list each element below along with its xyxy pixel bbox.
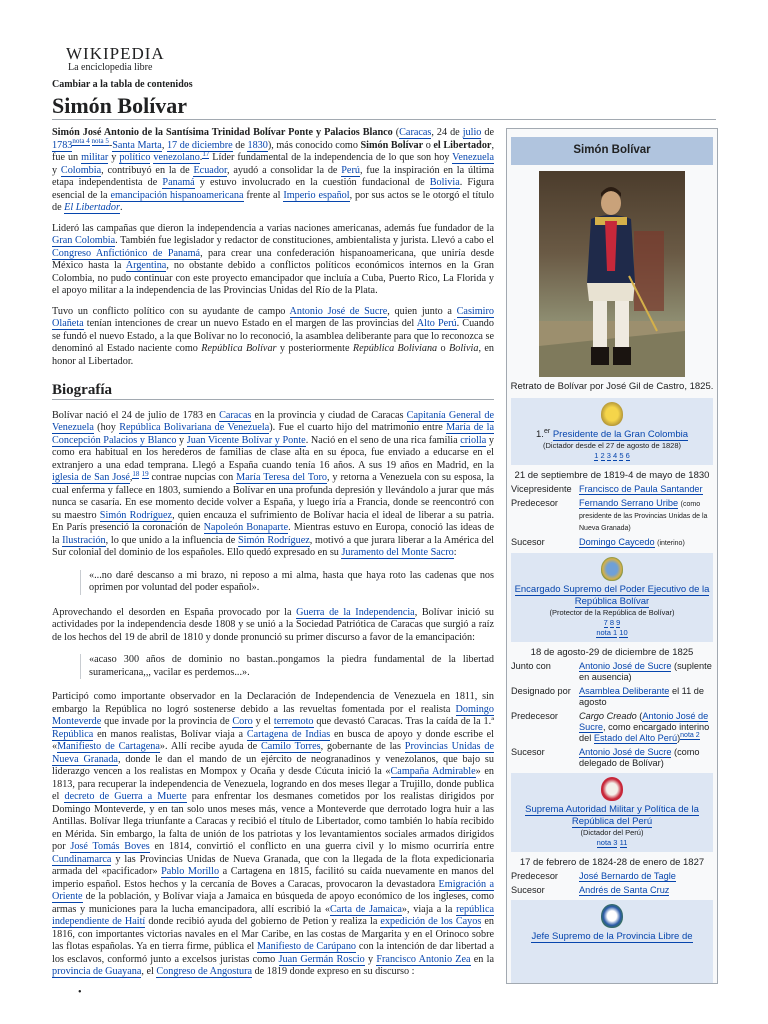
article-link[interactable]: Simón Rodríguez	[99, 509, 173, 521]
infobox-row-value	[579, 484, 713, 495]
infobox-image-caption: Retrato de Bolívar por José Gil de Castro, 1825.	[510, 381, 714, 392]
article-link[interactable]: República Bolivariana de Venezuela	[119, 422, 270, 433]
infobox-link[interactable]: Francisco de Paula Santander	[579, 484, 703, 494]
office-title[interactable]	[513, 804, 711, 828]
infobox-row-value: Antonio José de Sucre (como delegado de Bolívar)	[579, 747, 700, 768]
article-link[interactable]: Bolivia	[429, 177, 460, 188]
article-link[interactable]: político	[119, 152, 151, 163]
article-link[interactable]: Caracas	[399, 127, 432, 138]
infobox-row-label: Sucesor	[511, 885, 545, 895]
article-link[interactable]: terremoto	[273, 716, 314, 727]
infobox-link[interactable]: nota 2	[680, 731, 700, 739]
infobox-row-value: Antonio José de Sucre (suplente en ausencia)	[579, 661, 712, 682]
office-header	[511, 553, 713, 642]
wikipedia-tagline: La enciclopedia libre	[68, 62, 153, 73]
infobox-row-label: Predecesor	[511, 711, 558, 721]
infobox-row-value: Asamblea Deliberante el 11 de agosto	[579, 686, 704, 707]
office-rows	[507, 661, 717, 769]
infobox-link[interactable]: Andrés de Santa Cruz	[579, 885, 670, 895]
article-link[interactable]: Juramento del Monte Sacro	[341, 547, 454, 558]
infobox-row-value: Cargo Creado (Antonio José de Sucre, como encargado interino del Estado del Alto Perú)$^{nota 2}$	[579, 711, 710, 743]
infobox-row	[511, 871, 713, 882]
article-link[interactable]: Campaña Admirable	[390, 766, 476, 777]
infobox-link[interactable]: Fernando Serrano Uribe	[579, 498, 679, 508]
article-link[interactable]: Camilo Torres	[261, 741, 321, 752]
article-link[interactable]: venezolano	[153, 152, 200, 163]
article-link[interactable]: 4	[613, 451, 618, 460]
article-link[interactable]: Gran Colombia	[52, 235, 116, 246]
infobox-link[interactable]: Estado del Alto Perú	[593, 733, 678, 743]
venezuela-emblem-icon	[601, 904, 623, 928]
office-notes[interactable]	[513, 451, 711, 461]
article-link[interactable]: María de la Concepción Palacios y Blanco	[52, 422, 494, 446]
article-link[interactable]: Ecuador	[193, 164, 227, 176]
office-rows	[507, 871, 717, 896]
article-link[interactable]: militar	[81, 152, 109, 163]
wikipedia-wordmark: WIKIPEDIA	[66, 44, 165, 63]
article-link[interactable]: 19	[141, 469, 149, 478]
infobox-row-value: Domingo Caycedo (interino)	[579, 537, 685, 547]
article-link[interactable]: decreto de Guerra a Muerte	[64, 791, 187, 802]
article-link[interactable]: 5	[619, 451, 624, 460]
infobox-link[interactable]: José Bernardo de Tagle	[579, 871, 676, 881]
article-link[interactable]: Manifiesto de Cartagena	[57, 741, 160, 752]
article-link[interactable]: Domingo Monteverde	[52, 703, 494, 727]
infobox-row	[511, 484, 713, 495]
article-link[interactable]: Guerra de la Independencia	[296, 606, 415, 618]
biografia-paragraph-2: Aprovechando el desorden en España provocado por la Guerra de la Independencia, Bolívar inició su actividades por la independencia desde 1808 y se unió a la Sociedad Patriótica de Caracas que surgió a raíz de los hechos del 19 de abril de 1810 y donde pronunció su primer discurso a favor de la emancipación:	[52, 606, 494, 643]
colombia-emblem-icon	[601, 402, 623, 426]
infobox-row	[511, 661, 713, 683]
infobox-link[interactable]: Antonio José de Sucre	[579, 661, 672, 671]
article-link[interactable]: 10	[619, 628, 628, 637]
infobox-link[interactable]: Asamblea Deliberante	[579, 686, 670, 696]
article-link[interactable]: María Teresa del Toro	[236, 472, 327, 483]
article-link[interactable]: 18	[132, 469, 140, 478]
page-title: Simón Bolívar	[52, 93, 188, 118]
article-link[interactable]: Colombia	[60, 164, 102, 176]
article-link[interactable]: expedición de los Cayos	[380, 916, 482, 927]
article-link[interactable]: Juan Vicente Bolívar y Ponte	[186, 434, 306, 446]
office-header	[511, 900, 713, 983]
portrait-illustration	[539, 171, 685, 377]
article-link[interactable]: 6	[625, 451, 630, 460]
article-link[interactable]: Capitanía General de Venezuela	[52, 409, 494, 433]
infobox-title: Simón Bolívar	[511, 137, 713, 165]
blockquote-1: «...no daré descanso a mi brazo, ni reposo a mi alma, hasta que haya roto las cadenas que nos oprimen por voluntad del poder español».	[80, 570, 494, 595]
article-link[interactable]: nota 3	[596, 838, 618, 847]
office-dates: 18 de agosto-29 de diciembre de 1825	[530, 647, 694, 658]
article-link[interactable]: 1	[594, 451, 599, 460]
office-notes[interactable]	[513, 618, 711, 638]
office-notes[interactable]	[513, 838, 711, 848]
infobox-row-label: Sucesor	[511, 537, 545, 547]
intro-paragraph-2: Lideró las campañas que dieron la independencia a varias naciones americanas, además fue fundador de la Gran Colombia. También fue legislador y redactor de constituciones, ambientalista y jurista. Llevó a cabo el Congreso Anfictiónico de Panamá, para crear una confederación hispanoamericana, que uniría desde México hasta la Argentina, no obstante debido a conflictos políticos económicos internos en la Gran Colombia, no pudo continuar con este proyecto emancipador que incluía a Cuba, Puerto Rico, La Florida y el apoyo militar a la independencia de las Provincias Unidas del Río de la Plata.	[52, 222, 495, 296]
infobox-link[interactable]: Domingo Caycedo	[579, 537, 655, 547]
article-link[interactable]: 7	[603, 618, 608, 627]
article-link[interactable]: 8	[609, 618, 615, 627]
article-link[interactable]: Perú	[341, 164, 360, 176]
article-link[interactable]: Emigración a Oriente	[52, 878, 494, 902]
infobox-row-value	[579, 885, 713, 896]
article-link[interactable]: nota 5	[91, 137, 109, 146]
office-header	[511, 398, 713, 465]
article-link[interactable]: emancipación hispanoamericana	[110, 189, 244, 201]
article-link[interactable]: Casimiro Olañeta	[52, 305, 494, 329]
article-link[interactable]: Napoleón Bonaparte	[203, 522, 289, 533]
article-link[interactable]: 17 de diciembre	[166, 139, 233, 151]
article-link[interactable]: Santa Marta	[112, 139, 162, 151]
infobox-row	[511, 711, 713, 744]
article-link[interactable]: Carta de Jamaica	[329, 903, 402, 915]
article-link[interactable]: nota 1	[596, 628, 618, 637]
article-link[interactable]: Cartagena de Indias	[246, 728, 331, 740]
list-bullet: •	[78, 986, 82, 998]
biografia-paragraph-3: Participó como importante observador en la Declaración de Independencia de Venezuela en 1811, sin embargo la República no logró sostenerse debido a las revueltas fomentada por el realista Domingo Monteverde que invade por la provincia de Coro y el terremoto que devastó Caracas. Tras la caída de la 1.ª República en manos realistas, Bolívar viaja a Cartagena de Indias en busca de apoyo y donde escribe el «Manifiesto de Cartagena». Allí recibe ayuda de Camilo Torres, gobernante de las Provincias Unidas de Nueva Granada, donde le dan el mando de un ejército de neogranadinos y venezolanos, que bajo su liderazgo vencen a los realistas en Mompox y Ocaña y desde Cúcuta inició la «Campaña Admirable» en 1813, para recuperar la independencia de Venezuela, logrando en dos meses llegar a Trujillo, donde publica el decreto de Guerra a Muerte para enfrentar los desmanes cometidos por los realistas dirigidos por Domingo Monteverde, y en tan solo unos meses más, vence a Monteverde que derrotado logra huir a las Antillas. Bolívar llega triunfante a Caracas y recibió el título de Libertador, como también lo había recibido en Mérida. Sin embargo, la falta de unión de los patriotas y los levantamientos sociales armados dirigidos por José Tomás Boves en 1814, convirtió el conflicto en una guerra civil y lo mismo ocurriría entre Cundinamarca y las Provincias Unidas de Nueva Granada, que con la llegada de la flota expedicionaria armada del «pacificador» Pablo Morillo a Cartagena en 1815, facilitó su caída nuevamente en manos del imperio español. Estos hechos y la cercanía de Boves a Caracas, provocaron la devastadora Emigración a Oriente de la población, y Bolívar viaja a Jamaica en búsqueda de apoyo económico de los ingleses, como armas y municiones para la lucha emancipadora, allí escribió la «Carta de Jamaica», viaja a la república independiente de Haití donde recibió ayuda del gobierno de Petion y realiza la expedición de los Cayos en 1816, con importantes victorias navales en el Mar Caribe, en las costas de Margarita y en el Orinoco sobre las flotas españolas. Ya en tierra firme, pública el Manifiesto de Carúpano con la intención de dar libertad a los esclavos, conformó junto a excelsos juristas como Juan Germán Roscio y Francisco Antonio Zea en la provincia de Guayana, el Congreso de Angostura de 1819 donde expreso en su discurso :	[52, 691, 495, 977]
infobox	[506, 128, 718, 984]
office-dates: 17 de febrero de 1824-28 de enero de 1827	[519, 857, 705, 868]
portrait-image[interactable]	[539, 171, 685, 377]
article-link[interactable]: provincia de Guayana	[52, 966, 142, 977]
article-link[interactable]: Provincias Unidas de Nueva Granada	[52, 741, 495, 765]
intro-paragraph-1: Simón José Antonio de la Santísima Trinidad Bolívar Ponte y Palacios Blanco (Caracas, 24 de julio de $1783^{nota 4 nota 5}$-Santa Marta, 17 de diciembre de 1830), más conocido como Simón Bolívar o el Libertador, fue un militar y político venezolano.$^{17}$ Líder fundamental de la independencia de lo que son hoy Venezuela y Colombia, contribuyó en la de Ecuador, ayudó a consolidar la de Perú, fue la inspiración en la última etapa independentista de Panamá y estuvo involucrado en la cuestión fundacional de Bolivia. Figura esencial de la emancipación hispanoamericana frente al Imperio español, por sus actos se le otorgó el título de El Libertador.	[52, 127, 495, 213]
article-body	[52, 127, 494, 999]
section-heading-biografia: Biografía	[52, 384, 494, 400]
article-link[interactable]: iglesia de San José	[52, 472, 130, 483]
infobox-row-value: Fernando Serrano Uribe (como presidente de las Provincias Unidas de la Nueva Granada)	[579, 498, 708, 532]
infobox-row-label: Vicepresidente	[511, 484, 572, 494]
title-divider	[52, 119, 716, 120]
article-link[interactable]: Venezuela	[452, 152, 495, 163]
article-link[interactable]: Francisco Antonio Zea	[376, 953, 471, 965]
office-subtitle: (Dictador del Perú)	[580, 828, 644, 837]
blockquote-2: «acaso 300 años de dominio no bastan..pongamos la piedra fundamental de la libertad suramericana,,, vacilar es perdemos...».	[80, 654, 494, 679]
article-link[interactable]: Imperio español	[283, 189, 350, 201]
infobox-row-label: Predecesor	[511, 871, 558, 881]
toc-toggle-button[interactable]: Cambiar a la tabla de contenidos	[52, 79, 193, 90]
article-link[interactable]: República	[52, 728, 94, 740]
site-header	[52, 44, 252, 90]
article-link[interactable]: Coro	[232, 716, 253, 727]
infobox-row	[511, 686, 713, 708]
infobox-row	[511, 537, 713, 549]
article-link[interactable]: Pablo Morillo	[161, 866, 220, 877]
office-subtitle: (Protector de la República de Bolívar)	[549, 608, 675, 617]
article-link[interactable]: Congreso Anfictiónico de Panamá	[52, 247, 201, 259]
biografia-paragraph-1: Bolívar nació el 24 de julio de 1783 en Caracas en la provincia y ciudad de Caracas Capitanía General de Venezuela (hoy República Bolivariana de Venezuela). Fue el cuarto hijo del matrimonio entre María de la Concepción Palacios y Blanco y Juan Vicente Bolívar y Ponte. Nació en el seno de una rica familia criolla y como era habitual en los herederos de familias de clase alta en su época, fue enviado a educarse en el extranjero a una edad temprana. Llegó a España cuando tenía 16 años. A sus 19 años en Madrid, en la iglesia de San José,$^{18 19}$ contrae nupcias con María Teresa del Toro, y retorna a Venezuela con su esposa, la cual enferma y fallece en 1803, sumiendo a Bolívar en una profunda depresión y llevándolo a jurar que más nunca se casaría. En ese momento decide volver a España, y luego iría a Francia, donde se reencontró con su maestro Simón Rodríguez, quien encauza el sufrimiento de Bolívar hacia el ideal de liberar a su patria. En París presenció la coronación de Napoleón Bonaparte. Mientras estuvo en Europa, conoció las ideas de la Ilustración, lo que unido a la influencia de Simón Rodríguez, motivó a que jurara liberar a la América del Sur colonial del dominio de los españoles. Ello quedó expresado en su Juramento del Monte Sacro:	[52, 409, 495, 558]
article-link[interactable]: El Libertador	[64, 202, 120, 213]
article-link[interactable]: Congreso de Angostura	[156, 966, 253, 977]
article-link[interactable]: Presidente de la Gran Colombia	[552, 429, 688, 440]
infobox-link[interactable]: Antonio José de Sucre	[579, 747, 672, 757]
office-rows	[507, 484, 717, 549]
infobox-link[interactable]: Antonio José de Sucre	[579, 711, 709, 732]
article-link[interactable]: Suprema Autoridad Militar y Política de la República del Perú	[525, 804, 699, 827]
peru-emblem-icon	[601, 777, 623, 801]
article-link[interactable]: Caracas	[219, 409, 252, 421]
infobox-row	[511, 498, 713, 534]
article-link[interactable]: Argentina	[125, 260, 167, 271]
office-title[interactable]	[513, 931, 711, 943]
article-link[interactable]: 2	[600, 451, 605, 460]
article-link[interactable]: 1830	[247, 139, 268, 151]
article-link[interactable]: Alto Perú	[416, 318, 457, 329]
article-link[interactable]: Manifiesto de Carúpano	[257, 941, 357, 952]
article-link[interactable]: Ilustración	[62, 534, 106, 546]
article-link[interactable]: 1783	[52, 139, 73, 151]
infobox-row-label: Designado por	[511, 686, 571, 696]
intro-paragraph-3: Tuvo un conflicto político con su ayudante de campo Antonio José de Sucre, quien junto a Casimiro Olañeta tenían intenciones de crear un nuevo Estado en el margen de las provincias del Alto Perú. Cuando se fundó el nuevo Estado, a la que Bolívar no lo reconoció, la asamblea deliberante para que lo reconozca se denominó al Estado naciente como República Bolívar y posteriormente República Boliviana o Bolivia, en honor al Libertador.	[52, 305, 494, 367]
article-link[interactable]: nota 4	[72, 137, 90, 146]
article-link[interactable]: Encargado Supremo del Poder Ejecutivo de la República Bolívar	[514, 584, 710, 607]
office-header	[511, 773, 713, 852]
infobox-row	[511, 747, 713, 769]
article-link[interactable]: 3	[606, 451, 611, 460]
article-link[interactable]: Cundinamarca	[52, 853, 112, 865]
article-link[interactable]: julio	[462, 127, 482, 138]
infobox-row-label: Sucesor	[511, 747, 545, 757]
infobox-row	[511, 885, 713, 896]
article-link[interactable]: Panamá	[162, 177, 195, 188]
infobox-row-label: Junto con	[511, 661, 551, 671]
article-link[interactable]: república independiente de Haití	[52, 903, 495, 927]
article-link[interactable]: Simón Rodríguez	[238, 534, 310, 546]
office-dates: 21 de septiembre de 1819-4 de mayo de 1830	[514, 470, 710, 481]
wikipedia-logo[interactable]	[52, 44, 252, 73]
article-link[interactable]: 9	[616, 618, 621, 627]
bolivia-emblem-icon	[601, 557, 623, 581]
article-link[interactable]: criolla	[460, 434, 487, 446]
article-link[interactable]: José Tomás Boves	[70, 841, 150, 852]
article-link[interactable]: Antonio José de Sucre	[289, 305, 388, 317]
article-link[interactable]: 17	[202, 149, 210, 158]
article-link[interactable]: Juan Germán Roscio	[278, 953, 365, 965]
article-link[interactable]: Jefe Supremo de la Provincia Libre de	[531, 931, 693, 942]
article-link[interactable]: 11	[619, 838, 628, 847]
office-title[interactable]: 1.$^{er}$ Presidente de la Gran Colombia	[536, 427, 688, 440]
office-subtitle: (Dictador desde el 27 de agosto de 1828)	[542, 441, 681, 450]
infobox-row-value	[579, 871, 713, 882]
office-title[interactable]	[513, 584, 711, 608]
infobox-row-label: Predecesor	[511, 498, 558, 508]
